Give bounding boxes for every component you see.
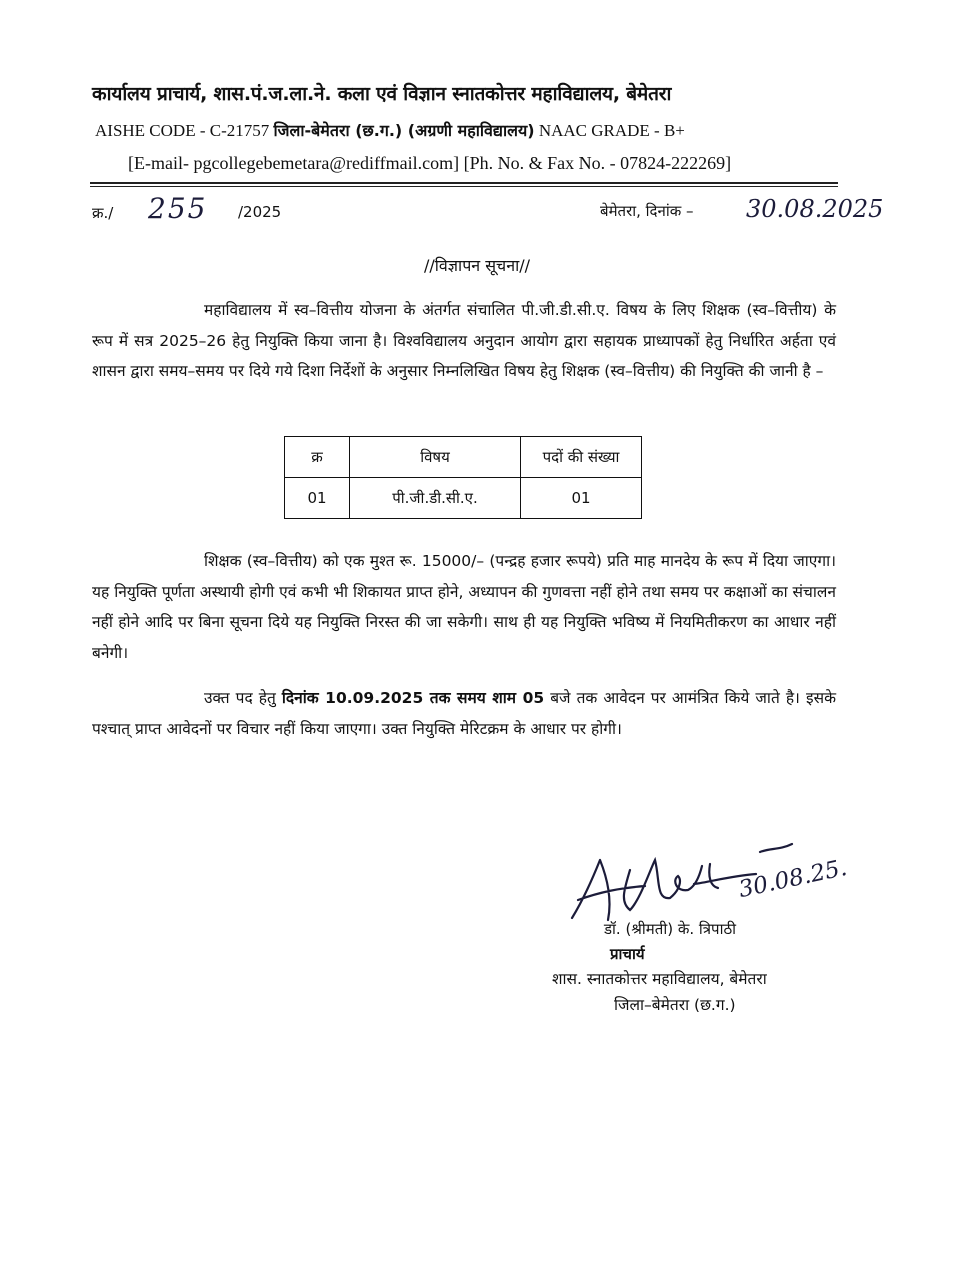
issue-date: 30.08.2025 [746, 195, 884, 223]
table-cell-subject: पी.जी.डी.सी.ए. [350, 478, 521, 519]
reference-number: 255 [148, 192, 208, 225]
reference-label: क्र./ [92, 204, 114, 222]
table-header-row [285, 437, 642, 478]
signer-designation: प्राचार्य [610, 945, 645, 963]
signer-name: डॉ. (श्रीमती) के. त्रिपाठी [604, 920, 737, 938]
header-divider-thin [90, 186, 838, 187]
college-codes-line [95, 119, 855, 141]
header-divider [90, 182, 838, 184]
notice-title: //विज्ञापन सूचना// [423, 256, 531, 275]
signer-college: शास. स्नातकोत्तर महाविद्यालय, बेमेतरा [552, 970, 767, 988]
place-date-label: बेमेतरा, दिनांक – [600, 202, 694, 220]
paragraph-honorarium [92, 546, 836, 668]
paragraph-deadline [92, 683, 836, 744]
district-lead-college: जिला-बेमेतरा (छ.ग.) (अग्रणी महाविद्यालय) [273, 121, 535, 140]
contact-line: [E-mail- pgcollegebemetara@rediffmail.com] [Ph. No. & Fax No. - 07824-222269] [128, 153, 732, 173]
signer-district: जिला–बेमेतरा (छ.ग.) [614, 996, 736, 1014]
office-title: कार्यालय प्राचार्य, शास.पं.ज.ला.ने. कला एवं विज्ञान स्नातकोत्तर महाविद्यालय, बेमेतरा [92, 83, 672, 105]
table-cell-serial: 01 [285, 478, 350, 519]
reference-year: /2025 [238, 203, 282, 221]
aishe-code: AISHE CODE - C-21757 [95, 121, 270, 140]
table-row [285, 478, 642, 519]
deadline-highlight: दिनांक 10.09.2025 तक समय शाम 05 [281, 689, 545, 707]
paragraph-honorarium-text: शिक्षक (स्व–वित्तीय) को एक मुश्त रू. 15000/– (पन्द्रह हजार रूपये) प्रति माह मानदेय के रूप में दिया जाएगा। यह नियुक्ति पूर्णता अस्थायी होगी एवं कभी भी शिकायत प्राप्त होने, अध्यापन की गुणवत्ता नहीं होने तथा समय पर कक्षाओं का संचालन नहीं होने आदि पर बिना सूचना दिये यह नियुक्ति निरस्त की जा सकेगी। साथ ही यह नियुक्ति भविष्य में नियमितीकरण का आधार नहीं बनेगी। [92, 552, 836, 662]
table-cell-posts: 01 [521, 478, 642, 519]
paragraph-deadline-end: बजे तक आवेदन पर आमंत्रित किये जाते है। इसके पश्चात् प्राप्त आवेदनों पर विचार नहीं किया जाएगा। उक्त नियुक्ति मेरिटक्रम के आधार पर होगी। [92, 689, 836, 738]
table-header-posts: पदों की संख्या [521, 437, 642, 478]
naac-grade: NAAC GRADE - B+ [538, 121, 685, 140]
posts-table [284, 436, 642, 519]
paragraph-intro [92, 295, 836, 387]
paragraph-intro-text: महाविद्यालय में स्व–वित्तीय योजना के अंतर्गत संचालित पी.जी.डी.सी.ए. विषय के लिए शिक्षक (स्व–वित्तीय) के रूप में सत्र 2025–26 हेतु नियुक्ति किया जाना है। विश्वविद्यालय अनुदान आयोग द्वारा सहायक प्राध्यापकों हेतु निर्धारित अर्हता एवं शासन द्वारा समय–समय पर दिये गये दिशा निर्देशों के अनुसार निम्नलिखित विषय हेतु शिक्षक (स्व–वित्तीय) की नियुक्ति की जानी है – [92, 301, 836, 380]
paragraph-deadline-start: उक्त पद हेतु [204, 689, 276, 707]
table-header-serial: क्र [285, 437, 350, 478]
signature-date: 30.08.25. [736, 854, 850, 904]
table-header-subject: विषय [350, 437, 521, 478]
